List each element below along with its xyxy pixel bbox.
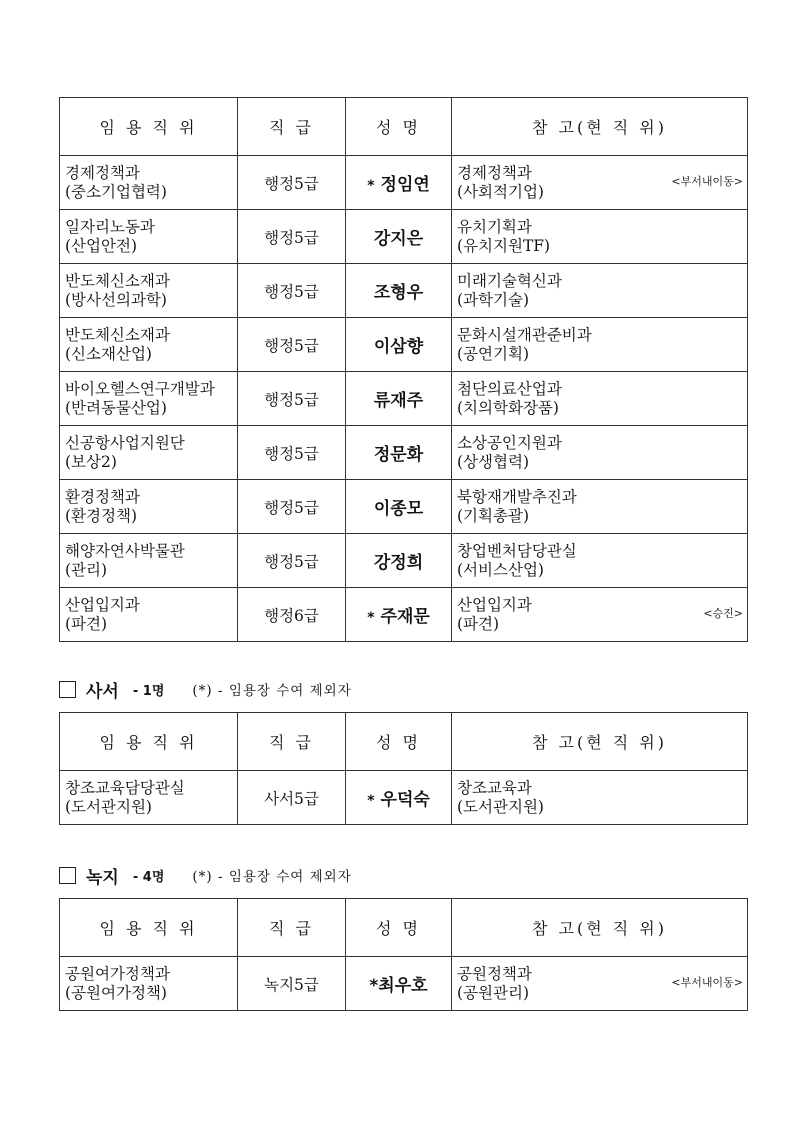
reference-cell: 미래기술혁신과 (과학기술): [452, 264, 748, 318]
name-cell: [346, 264, 452, 318]
header-reference: 참 고(현 직 위): [452, 98, 748, 156]
reference-cell: 유치기획과 (유치지원TF): [452, 210, 748, 264]
name-cell: [346, 318, 452, 372]
position-cell: 창조교육담당관실 (도서관지원): [60, 771, 238, 825]
name-cell: [346, 372, 452, 426]
grade-cell: 행정5급: [238, 264, 346, 318]
grade-cell: 행정5급: [238, 534, 346, 588]
reference-cell: 산업입지과 (파견) <승진>: [452, 588, 748, 642]
reference-cell: 북항재개발추진과 (기획총괄): [452, 480, 748, 534]
header-reference: 참 고(현 직 위): [452, 713, 748, 771]
position-cell: 일자리노동과 (산업안전): [60, 210, 238, 264]
header-name: 성 명: [346, 713, 452, 771]
reference-cell: 첨단의료산업과 (치의학화장품): [452, 372, 748, 426]
position-cell: 환경정책과 (환경정책): [60, 480, 238, 534]
position-cell: 경제정책과 (중소기업협력): [60, 156, 238, 210]
table-header-row: [60, 98, 748, 156]
reference-cell: 소상공인지원과 (상생협력): [452, 426, 748, 480]
exclusion-star: *: [369, 976, 379, 996]
grade-cell: 사서5급: [238, 771, 346, 825]
grade-cell: 행정5급: [238, 318, 346, 372]
person-name: 류재주: [373, 391, 424, 411]
position-cell: 산업입지과 (파견): [60, 588, 238, 642]
position-cell: 반도체신소재과 (방사선의과학): [60, 264, 238, 318]
header-grade: 직 급: [238, 713, 346, 771]
table-header-row: [60, 713, 748, 771]
table-row: [60, 426, 748, 480]
table-row: [60, 318, 748, 372]
header-position: 임 용 직 위: [60, 713, 238, 771]
grade-cell: 행정5급: [238, 156, 346, 210]
header-position: 임 용 직 위: [60, 98, 238, 156]
name-cell: [346, 771, 452, 825]
greenery-section-heading: [59, 863, 352, 887]
move-note: <부서내이동>: [671, 175, 743, 188]
header-name: 성 명: [346, 98, 452, 156]
name-cell: [346, 480, 452, 534]
reference-cell: 공원정책과 (공원관리) <부서내이동>: [452, 957, 748, 1011]
table-row: [60, 771, 748, 825]
move-note: <부서내이동>: [671, 976, 743, 989]
header-position: 임 용 직 위: [60, 899, 238, 957]
section-count: - 1명: [132, 683, 165, 699]
section-count: - 4명: [132, 869, 165, 885]
table-row: [60, 210, 748, 264]
section-note: (*) - 임용장 수여 제외자: [192, 869, 352, 885]
person-name: 정문화: [373, 445, 424, 465]
checkbox-icon: [59, 867, 76, 884]
section-note: (*) - 임용장 수여 제외자: [192, 683, 352, 699]
table-row: [60, 264, 748, 318]
name-cell: [346, 426, 452, 480]
grade-cell: 행정5급: [238, 426, 346, 480]
person-name: 조형우: [373, 283, 424, 303]
grade-cell: 녹지5급: [238, 957, 346, 1011]
table-row: [60, 588, 748, 642]
header-grade: 직 급: [238, 899, 346, 957]
reference-cell: 창업벤처담당관실 (서비스산업): [452, 534, 748, 588]
checkbox-icon: [59, 681, 76, 698]
grade-cell: 행정5급: [238, 210, 346, 264]
name-cell: [346, 210, 452, 264]
exclusion-star: *: [367, 178, 375, 194]
table-row: [60, 372, 748, 426]
position-cell: 반도체신소재과 (신소재산업): [60, 318, 238, 372]
reference-cell: 창조교육과 (도서관지원): [452, 771, 748, 825]
librarian-appointment-table: [59, 712, 748, 825]
grade-cell: 행정5급: [238, 480, 346, 534]
greenery-appointment-table: [59, 898, 748, 1011]
section-title: 사서: [86, 681, 119, 702]
header-grade: 직 급: [238, 98, 346, 156]
admin-appointment-table: [59, 97, 748, 642]
section-title: 녹지: [86, 867, 119, 888]
position-cell: 해양자연사박물관 (관리): [60, 534, 238, 588]
header-name: 성 명: [346, 899, 452, 957]
exclusion-star: *: [367, 610, 375, 626]
person-name: 정임연: [380, 175, 430, 195]
promotion-note: <승진>: [703, 607, 743, 620]
grade-cell: 행정6급: [238, 588, 346, 642]
name-cell: [346, 156, 452, 210]
librarian-section-heading: [59, 677, 352, 701]
grade-cell: 행정5급: [238, 372, 346, 426]
table-row: [60, 480, 748, 534]
position-cell: 신공항사업지원단 (보상2): [60, 426, 238, 480]
table-row: [60, 957, 748, 1011]
person-name: 이종모: [373, 499, 424, 519]
reference-cell: 문화시설개관준비과 (공연기획): [452, 318, 748, 372]
table-row: [60, 534, 748, 588]
person-name: 이삼향: [373, 337, 424, 357]
exclusion-star: *: [367, 793, 375, 809]
person-name: 강지은: [373, 229, 424, 249]
position-cell: 바이오헬스연구개발과 (반려동물산업): [60, 372, 238, 426]
header-reference: 참 고(현 직 위): [452, 899, 748, 957]
name-cell: [346, 534, 452, 588]
name-cell: [346, 957, 452, 1011]
name-cell: [346, 588, 452, 642]
table-row: [60, 156, 748, 210]
person-name: 최우호: [378, 976, 428, 996]
person-name: 주재문: [380, 607, 430, 627]
table-header-row: [60, 899, 748, 957]
position-cell: 공원여가정책과 (공원여가정책): [60, 957, 238, 1011]
person-name: 강정희: [373, 553, 424, 573]
person-name: 우덕숙: [380, 790, 430, 810]
reference-cell: 경제정책과 (사회적기업) <부서내이동>: [452, 156, 748, 210]
